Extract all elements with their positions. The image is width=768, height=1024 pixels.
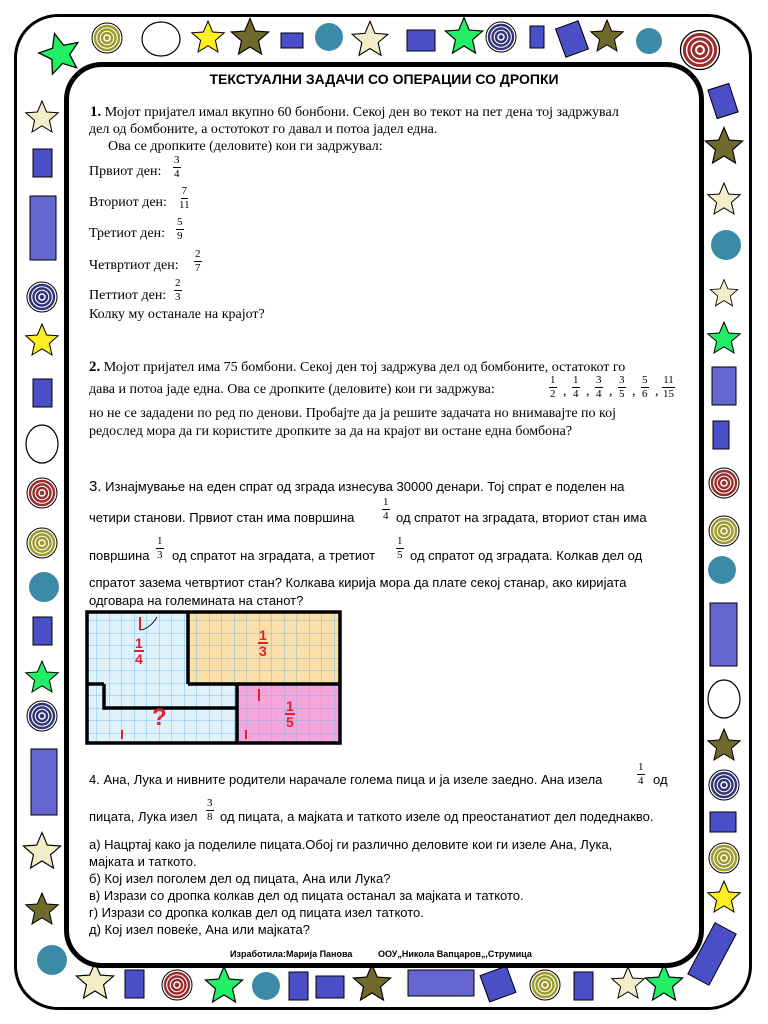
- olive-star-icon: [231, 18, 268, 54]
- fraction-numerator: 3: [174, 154, 180, 166]
- blue-rect-icon: [556, 21, 589, 57]
- task4-fraction-1: [637, 762, 645, 787]
- green-star-icon: [205, 966, 242, 1002]
- task2-fraction-2: [572, 375, 580, 400]
- page-title: ТЕКСТУАЛНИ ЗАДАЧИ СО ОПЕРАЦИИ СО ДРОПКИ: [209, 71, 559, 87]
- blue-rect-icon: [708, 83, 738, 118]
- yellow-star-icon: [192, 21, 224, 52]
- olive-spiral-icon: [709, 516, 739, 546]
- white-oval-icon: [26, 425, 58, 463]
- task1-day3-label: Третиот ден:: [89, 226, 165, 241]
- fraction-denominator: 3: [259, 643, 267, 659]
- task4-line2a: пицата, Лука изел: [89, 809, 198, 824]
- red-spiral-icon: [27, 478, 57, 508]
- task2-line1-text: Мојот пријател има 75 бомбони. Секој ден тој задржува дел од бомбоните, остатокот го: [103, 360, 626, 375]
- room-unknown-label: ?: [152, 704, 167, 731]
- green-star-icon: [26, 661, 58, 692]
- floor-grid: [87, 612, 340, 743]
- fraction-numerator: 3: [207, 797, 213, 809]
- task2-fraction-5: [641, 375, 649, 400]
- blue-rect-icon: [33, 617, 52, 645]
- blue-rect-icon: [480, 966, 516, 1002]
- red-spiral-icon: [709, 468, 739, 498]
- navy-spiral-icon: [486, 22, 516, 52]
- olive-star-icon: [26, 893, 58, 924]
- task4-item-a-cont: мајката и таткото.: [89, 854, 197, 869]
- task4-item-g: г) Изрази со дропка колкав дел од пицата изел таткото.: [89, 905, 424, 920]
- task4-line2b: од пицата, а мајката и таткото изеле од преостанатиот дел подеднакво.: [220, 809, 654, 824]
- task1-number: 1.: [90, 104, 102, 120]
- blue-rect-icon: [713, 421, 729, 449]
- fraction-denominator: 11: [179, 199, 190, 211]
- fraction-numerator: 1: [550, 374, 556, 386]
- green-star-icon: [708, 322, 740, 353]
- fraction-denominator: 7: [195, 262, 201, 274]
- task1-day1-fraction: [173, 155, 181, 180]
- cream-star-icon: [710, 280, 738, 306]
- fraction-denominator: 4: [174, 168, 180, 180]
- task3-fraction-3: [396, 536, 404, 561]
- olive-star-icon: [708, 729, 740, 760]
- olive-spiral-icon: [92, 23, 122, 53]
- task3-line5: одговара на големината на станот?: [89, 593, 304, 608]
- fraction-numerator: 1: [259, 627, 267, 643]
- fraction-numerator: 1: [573, 374, 579, 386]
- fraction-denominator: 5: [619, 388, 625, 400]
- task1-line1-text: Мојот пријател имал вкупно 60 бонбони. Секој ден во текот на пет дена тој задржувал: [104, 105, 619, 120]
- task1-day2-fraction: [178, 186, 191, 211]
- teal-circle-icon: [636, 28, 662, 54]
- yellow-star-icon: [26, 324, 58, 355]
- cream-star-icon: [708, 183, 740, 214]
- task2-line4: редослед мора да ги користите дропките за да на крајот ви остане една бомбона?: [89, 424, 573, 439]
- fraction-denominator: 3: [175, 291, 181, 303]
- task4-item-d: д) Кој изел повеќе, Ана или мајката?: [89, 922, 310, 937]
- cream-star-icon: [352, 21, 388, 55]
- fraction-denominator: 15: [663, 388, 674, 400]
- fraction-separator: ,: [563, 384, 567, 399]
- blue-rect-icon: [407, 30, 435, 51]
- task2-line2: дава и потоа јаде една. Ова се дропките (деловите) кои ги задржува:: [89, 382, 495, 397]
- task2-line3: но не се зададени по ред по денови. Пробајте да ја решите задачата но внимавајте по кој: [89, 406, 617, 421]
- green-star-icon: [35, 28, 84, 76]
- task3-line3b: од спратот на зградата, а третиот: [172, 548, 376, 563]
- fraction-denominator: 8: [207, 811, 213, 823]
- blue-rect-icon: [530, 26, 544, 48]
- yellow-star-icon: [708, 881, 740, 912]
- blue-rect-icon: [710, 603, 737, 666]
- fraction-separator: ,: [609, 384, 613, 399]
- fraction-numerator: 1: [157, 535, 163, 547]
- fraction-numerator: 2: [195, 248, 201, 260]
- blue-rect-icon: [31, 749, 57, 815]
- olive-star-icon: [591, 20, 623, 51]
- blue-rect-icon: [574, 972, 593, 1000]
- fraction-numerator: 3: [619, 374, 625, 386]
- fraction-numerator: 11: [663, 374, 674, 386]
- fraction-denominator: 3: [157, 549, 163, 561]
- fraction-numerator: 2: [175, 277, 181, 289]
- fraction-numerator: 5: [642, 374, 648, 386]
- task3-line3a: површина: [89, 548, 150, 563]
- task3-fraction-1: [382, 497, 390, 522]
- teal-circle-icon: [37, 945, 67, 975]
- task4-item-b: б) Кој изел поголем дел од пицата, Ана или Лука?: [89, 871, 391, 886]
- task1-day5-label: Петтиот ден:: [89, 288, 167, 303]
- fraction-denominator: 4: [573, 388, 579, 400]
- floor-plan: [84, 608, 346, 754]
- blue-rect-icon: [125, 970, 144, 998]
- task4-item-v: в) Изрази со дропка колкав дел од пицата останал за мајката и таткото.: [89, 888, 524, 903]
- red-spiral-icon: [681, 30, 720, 69]
- navy-spiral-icon: [709, 770, 739, 800]
- blue-rect-icon: [281, 33, 303, 48]
- cream-star-icon: [612, 967, 644, 998]
- white-oval-icon: [708, 680, 740, 718]
- cream-star-icon: [26, 101, 58, 132]
- fraction-numerator: 1: [286, 698, 294, 714]
- olive-spiral-icon: [709, 843, 739, 873]
- blue-rect-icon: [408, 970, 474, 996]
- fraction-denominator: 2: [550, 388, 556, 400]
- fraction-denominator: 4: [596, 388, 602, 400]
- task1-day5-fraction: [174, 278, 182, 303]
- task4-fraction-2: [206, 798, 214, 823]
- task1-line1: [90, 104, 619, 121]
- blue-rect-icon: [316, 976, 344, 998]
- blue-rect-icon: [33, 379, 52, 407]
- fraction-denominator: 4: [135, 651, 143, 667]
- task4-line1a: 4. Ана, Лука и нивните родители нарачале голема пица и ја изеле заедно. Ана изела: [89, 772, 603, 787]
- red-spiral-icon: [162, 970, 192, 1000]
- task2-number: 2.: [89, 359, 101, 375]
- fraction-denominator: 4: [638, 775, 644, 787]
- task3-line2b: од спратот на зградата, вториот стан има: [396, 510, 647, 525]
- task1-question: Колку му останале на крајот?: [89, 307, 265, 322]
- fraction-denominator: 4: [383, 510, 389, 522]
- room-third-label: [258, 628, 268, 658]
- fraction-numerator: 1: [638, 761, 644, 773]
- olive-spiral-icon: [27, 528, 57, 558]
- footer-author: Изработила:Марија Панова: [230, 949, 353, 959]
- task1-line2: дел од бомбоните, а остотокот го давал и потоа јадел една.: [89, 122, 438, 137]
- blue-rect-icon: [30, 196, 56, 260]
- fraction-separator: ,: [586, 384, 590, 399]
- fraction-denominator: 9: [177, 230, 183, 242]
- olive-spiral-icon: [530, 970, 560, 1000]
- task2-fraction-3: [595, 375, 603, 400]
- cream-star-icon: [23, 832, 60, 868]
- task2-fraction-1: [549, 375, 557, 400]
- teal-circle-icon: [252, 972, 280, 1000]
- blue-rect-icon: [710, 812, 736, 832]
- olive-star-icon: [705, 127, 742, 163]
- task3-fraction-2: [156, 536, 164, 561]
- task3-number: 3.: [89, 478, 102, 495]
- task1-day2-label: Вториот ден:: [89, 195, 167, 210]
- fraction-numerator: 5: [177, 216, 183, 228]
- blue-rect-icon: [712, 367, 736, 405]
- task1-day4-fraction: [194, 249, 202, 274]
- fraction-denominator: 5: [286, 714, 294, 730]
- fraction-numerator: 1: [135, 635, 143, 651]
- fraction-denominator: 6: [642, 388, 648, 400]
- white-oval-icon: [142, 22, 180, 56]
- navy-spiral-icon: [27, 282, 57, 312]
- fraction-numerator: 7: [181, 185, 188, 197]
- teal-circle-icon: [29, 572, 59, 602]
- task4-line1b: од: [653, 772, 668, 787]
- teal-circle-icon: [315, 23, 343, 51]
- teal-circle-icon: [711, 230, 741, 260]
- task3-line1: [89, 478, 624, 495]
- fraction-numerator: 1: [383, 496, 389, 508]
- task2-fraction-6: [662, 375, 675, 400]
- room-quarter-label: [134, 636, 144, 666]
- task2-fraction-4: [618, 375, 626, 400]
- task2-line1: [89, 359, 625, 376]
- task4-item-a: а) Нацртај како ја поделиле пицата.Обој ги различно деловите кои ги изеле Ана, Лука,: [89, 837, 613, 852]
- green-star-icon: [445, 17, 482, 53]
- task3-line3c: од спратот од зградата. Колкав дел од: [410, 548, 643, 563]
- room-fifth-label: [285, 699, 295, 729]
- task1-day1-label: Првиот ден:: [89, 164, 162, 179]
- fraction-numerator: 3: [596, 374, 602, 386]
- teal-circle-icon: [708, 556, 736, 584]
- green-star-icon: [645, 964, 682, 1000]
- fraction-separator: ,: [655, 384, 659, 399]
- task3-line4: спратот зазема четвртиот стан? Колкава кирија мора да плате секој станар, ако киријата: [89, 575, 627, 590]
- task1-line3: Ова се дропките (деловите) кои ги задржувал:: [108, 139, 383, 154]
- task3-line2a: четири станови. Првиот стан има површина: [89, 510, 355, 525]
- footer-school: ООУ„Никола Вапцаров„,Струмица: [378, 949, 532, 959]
- olive-star-icon: [353, 964, 390, 1000]
- fraction-numerator: 1: [397, 535, 403, 547]
- fraction-separator: ,: [632, 384, 636, 399]
- task1-day4-label: Четвртиот ден:: [89, 258, 179, 273]
- blue-rect-icon: [289, 972, 308, 1000]
- navy-spiral-icon: [27, 701, 57, 731]
- blue-rect-icon: [33, 149, 52, 177]
- task1-day3-fraction: [176, 217, 184, 242]
- fraction-denominator: 5: [397, 549, 403, 561]
- task3-line1-text: Изнајмување на еден спрат од зграда изнесува 30000 денари. Тој спрат е поделен на: [101, 479, 625, 494]
